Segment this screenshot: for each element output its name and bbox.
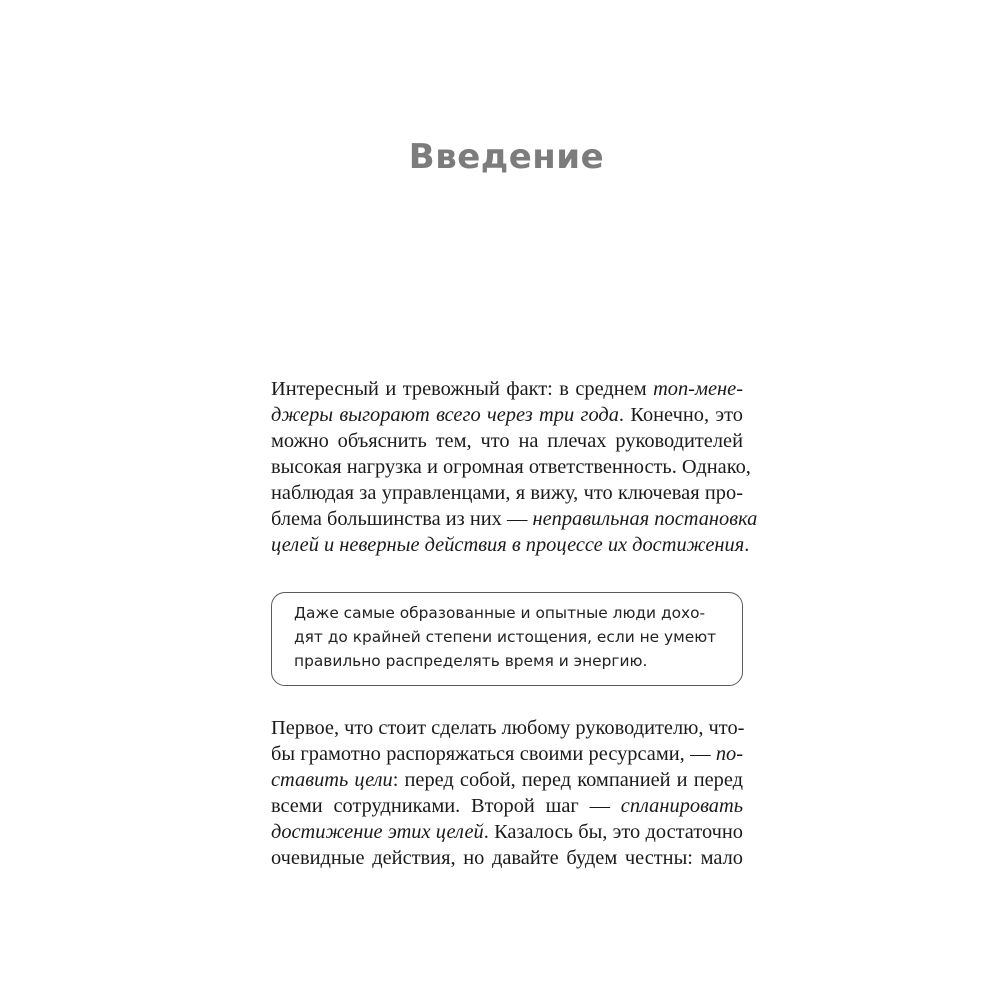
paragraph-line: целей и неверные действия в процессе их достижения. — [271, 534, 750, 556]
callout-line: Даже самые образованные и опытные люди дохо- — [294, 604, 706, 622]
paragraph-line: ставить цели: перед собой, перед компанией и перед — [271, 769, 744, 791]
paragraph-line: бы грамотно распоряжаться своими ресурсами, — по- — [271, 743, 743, 765]
paragraph-line: можно объяснить тем, что на плечах руководителей — [271, 430, 743, 452]
intro-paragraph-2 — [271, 715, 743, 871]
callout-line: дят до крайней степени истощения, если не умеют — [294, 628, 717, 646]
paragraph-line: наблюдая за управленцами, я вижу, что ключевая про- — [271, 482, 743, 504]
intro-paragraph-1 — [271, 376, 758, 558]
callout-box — [271, 592, 743, 686]
paragraph-line: достижение этих целей. Казалось бы, это достаточно — [271, 821, 743, 843]
paragraph-line: всеми сотрудниками. Второй шаг — спланировать — [271, 795, 743, 817]
paragraph-line: блема большинства из них — неправильная постановка — [271, 508, 758, 530]
callout-line: правильно распределять время и энергию. — [294, 652, 648, 670]
paragraph-line: очевидные действия, но давайте будем честны: мало — [271, 847, 743, 869]
paragraph-line: высокая нагрузка и огромная ответственность. Однако, — [271, 456, 751, 478]
callout-text — [294, 601, 720, 673]
paragraph-line: джеры выгорают всего через три года. Конечно, это — [271, 404, 743, 426]
chapter-title: Введение — [408, 137, 605, 177]
paragraph-line: Первое, что стоит сделать любому руководителю, что- — [271, 717, 745, 739]
paragraph-line: Интересный и тревожный факт: в среднем топ-мене- — [271, 378, 743, 400]
